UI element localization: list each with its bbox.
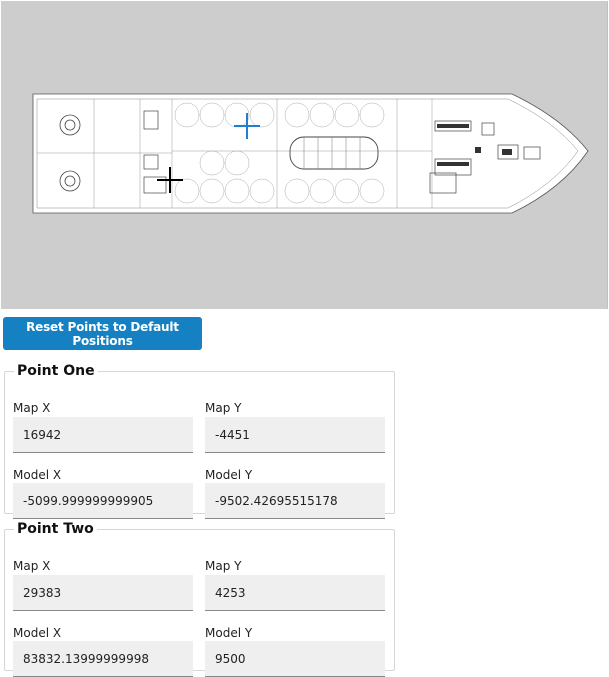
point-two-model-y-input[interactable] bbox=[205, 641, 385, 677]
point-one-map-x-input[interactable] bbox=[13, 417, 193, 453]
map-viewer[interactable] bbox=[1, 1, 608, 309]
point-one-map-y-input[interactable] bbox=[205, 417, 385, 453]
point-two-map-y-input[interactable] bbox=[205, 575, 385, 611]
point-two-map-x-input[interactable] bbox=[13, 575, 193, 611]
ship-floor-plan bbox=[32, 93, 590, 214]
point-two-crosshair[interactable] bbox=[157, 167, 183, 193]
point-two-legend: Point Two bbox=[17, 521, 94, 537]
point-two-fieldset bbox=[4, 521, 395, 671]
point-one-map-y-label: Map Y bbox=[205, 401, 242, 415]
point-one-crosshair[interactable] bbox=[234, 113, 260, 139]
point-one-model-y-label: Model Y bbox=[205, 468, 253, 482]
point-one-legend: Point One bbox=[17, 363, 95, 379]
point-two-map-x-label: Map X bbox=[13, 559, 51, 573]
point-one-model-y-input[interactable] bbox=[205, 483, 385, 519]
point-two-model-x-input[interactable] bbox=[13, 641, 193, 677]
point-one-model-x-label: Model X bbox=[13, 468, 62, 482]
point-two-model-y-label: Model Y bbox=[205, 626, 253, 640]
point-two-map-y-label: Map Y bbox=[205, 559, 242, 573]
point-one-fieldset bbox=[4, 363, 395, 514]
point-two-model-x-label: Model X bbox=[13, 626, 62, 640]
point-one-map-x-label: Map X bbox=[13, 401, 51, 415]
point-one-model-x-input[interactable] bbox=[13, 483, 193, 519]
reset-points-button[interactable]: Reset Points to Default Positions bbox=[3, 317, 202, 350]
